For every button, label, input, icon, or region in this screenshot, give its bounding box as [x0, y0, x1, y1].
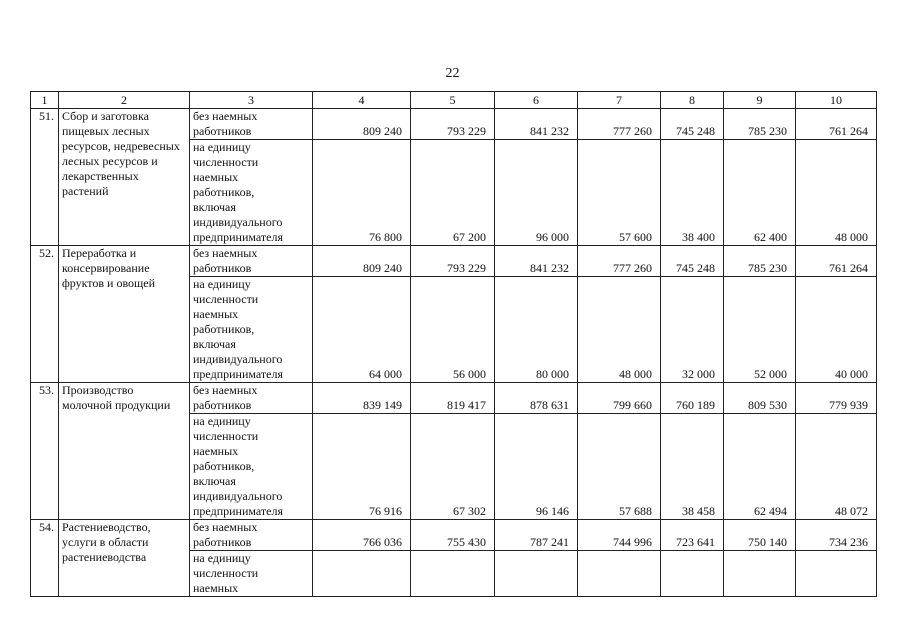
activity-name: Растениеводство, услуги в области растениеводства	[59, 520, 190, 597]
row-category: на единицу численности наемных работников, включая индивидуального предпринимателя	[190, 414, 313, 520]
row-category: на единицу численности наемных работников, включая индивидуального предпринимателя	[190, 277, 313, 383]
header-cell: 10	[796, 92, 877, 109]
value-cell: 787 241	[495, 520, 578, 551]
value-cell: 766 036	[313, 520, 411, 551]
row-index: 51.	[31, 109, 59, 246]
header-cell: 4	[313, 92, 411, 109]
table-row	[31, 109, 877, 140]
value-cell: 878 631	[495, 383, 578, 414]
value-cell	[724, 551, 796, 597]
value-cell: 62 400	[724, 140, 796, 246]
header-cell: 1	[31, 92, 59, 109]
value-cell: 755 430	[411, 520, 495, 551]
value-cell: 809 240	[313, 109, 411, 140]
header-cell: 6	[495, 92, 578, 109]
value-cell: 761 264	[796, 246, 877, 277]
value-cell: 819 417	[411, 383, 495, 414]
header-cell: 2	[59, 92, 190, 109]
value-cell: 57 688	[578, 414, 661, 520]
value-cell: 56 000	[411, 277, 495, 383]
value-cell: 793 229	[411, 246, 495, 277]
value-cell: 80 000	[495, 277, 578, 383]
row-index: 52.	[31, 246, 59, 383]
value-cell	[411, 551, 495, 597]
value-cell: 734 236	[796, 520, 877, 551]
value-cell: 38 458	[661, 414, 724, 520]
row-category: без наемных работников	[190, 383, 313, 414]
value-cell: 785 230	[724, 246, 796, 277]
value-cell	[495, 551, 578, 597]
value-cell: 48 000	[578, 277, 661, 383]
row-category: на единицу численности наемных работников, включая индивидуального предпринимателя	[190, 140, 313, 246]
value-cell: 76 800	[313, 140, 411, 246]
header-cell: 7	[578, 92, 661, 109]
activity-name: Переработка и консервирование фруктов и овощей	[59, 246, 190, 383]
value-cell: 777 260	[578, 246, 661, 277]
value-cell: 750 140	[724, 520, 796, 551]
value-cell: 64 000	[313, 277, 411, 383]
value-cell: 841 232	[495, 109, 578, 140]
table-row	[31, 383, 877, 414]
value-cell: 76 916	[313, 414, 411, 520]
table-header-row	[31, 92, 877, 109]
tariff-table	[30, 91, 877, 597]
header-cell: 9	[724, 92, 796, 109]
row-index: 54.	[31, 520, 59, 597]
value-cell: 839 149	[313, 383, 411, 414]
value-cell: 809 530	[724, 383, 796, 414]
value-cell: 32 000	[661, 277, 724, 383]
value-cell: 785 230	[724, 109, 796, 140]
value-cell: 62 494	[724, 414, 796, 520]
value-cell: 57 600	[578, 140, 661, 246]
value-cell: 745 248	[661, 109, 724, 140]
value-cell	[313, 551, 411, 597]
row-category: без наемных работников	[190, 520, 313, 551]
table-row	[31, 246, 877, 277]
row-index: 53.	[31, 383, 59, 520]
row-category: без наемных работников	[190, 109, 313, 140]
value-cell: 745 248	[661, 246, 724, 277]
value-cell: 96 000	[495, 140, 578, 246]
table-row	[31, 520, 877, 551]
value-cell: 760 189	[661, 383, 724, 414]
value-cell	[796, 551, 877, 597]
value-cell: 48 000	[796, 140, 877, 246]
value-cell: 40 000	[796, 277, 877, 383]
value-cell: 67 200	[411, 140, 495, 246]
value-cell: 777 260	[578, 109, 661, 140]
value-cell: 841 232	[495, 246, 578, 277]
value-cell: 744 996	[578, 520, 661, 551]
value-cell: 52 000	[724, 277, 796, 383]
value-cell: 809 240	[313, 246, 411, 277]
header-cell: 3	[190, 92, 313, 109]
page-number: 22	[445, 66, 460, 81]
value-cell	[578, 551, 661, 597]
activity-name: Производство молочной продукции	[59, 383, 190, 520]
value-cell: 779 939	[796, 383, 877, 414]
header-cell: 8	[661, 92, 724, 109]
header-cell: 5	[411, 92, 495, 109]
value-cell	[661, 551, 724, 597]
value-cell: 799 660	[578, 383, 661, 414]
value-cell: 793 229	[411, 109, 495, 140]
value-cell: 38 400	[661, 140, 724, 246]
activity-name: Сбор и заготовка пищевых лесных ресурсов, недревесных лесных ресурсов и лекарственных растений	[59, 109, 190, 246]
value-cell: 48 072	[796, 414, 877, 520]
value-cell: 67 302	[411, 414, 495, 520]
table-body	[31, 92, 877, 597]
value-cell: 96 146	[495, 414, 578, 520]
value-cell: 761 264	[796, 109, 877, 140]
row-category: на единицу численности наемных	[190, 551, 313, 597]
row-category: без наемных работников	[190, 246, 313, 277]
value-cell: 723 641	[661, 520, 724, 551]
